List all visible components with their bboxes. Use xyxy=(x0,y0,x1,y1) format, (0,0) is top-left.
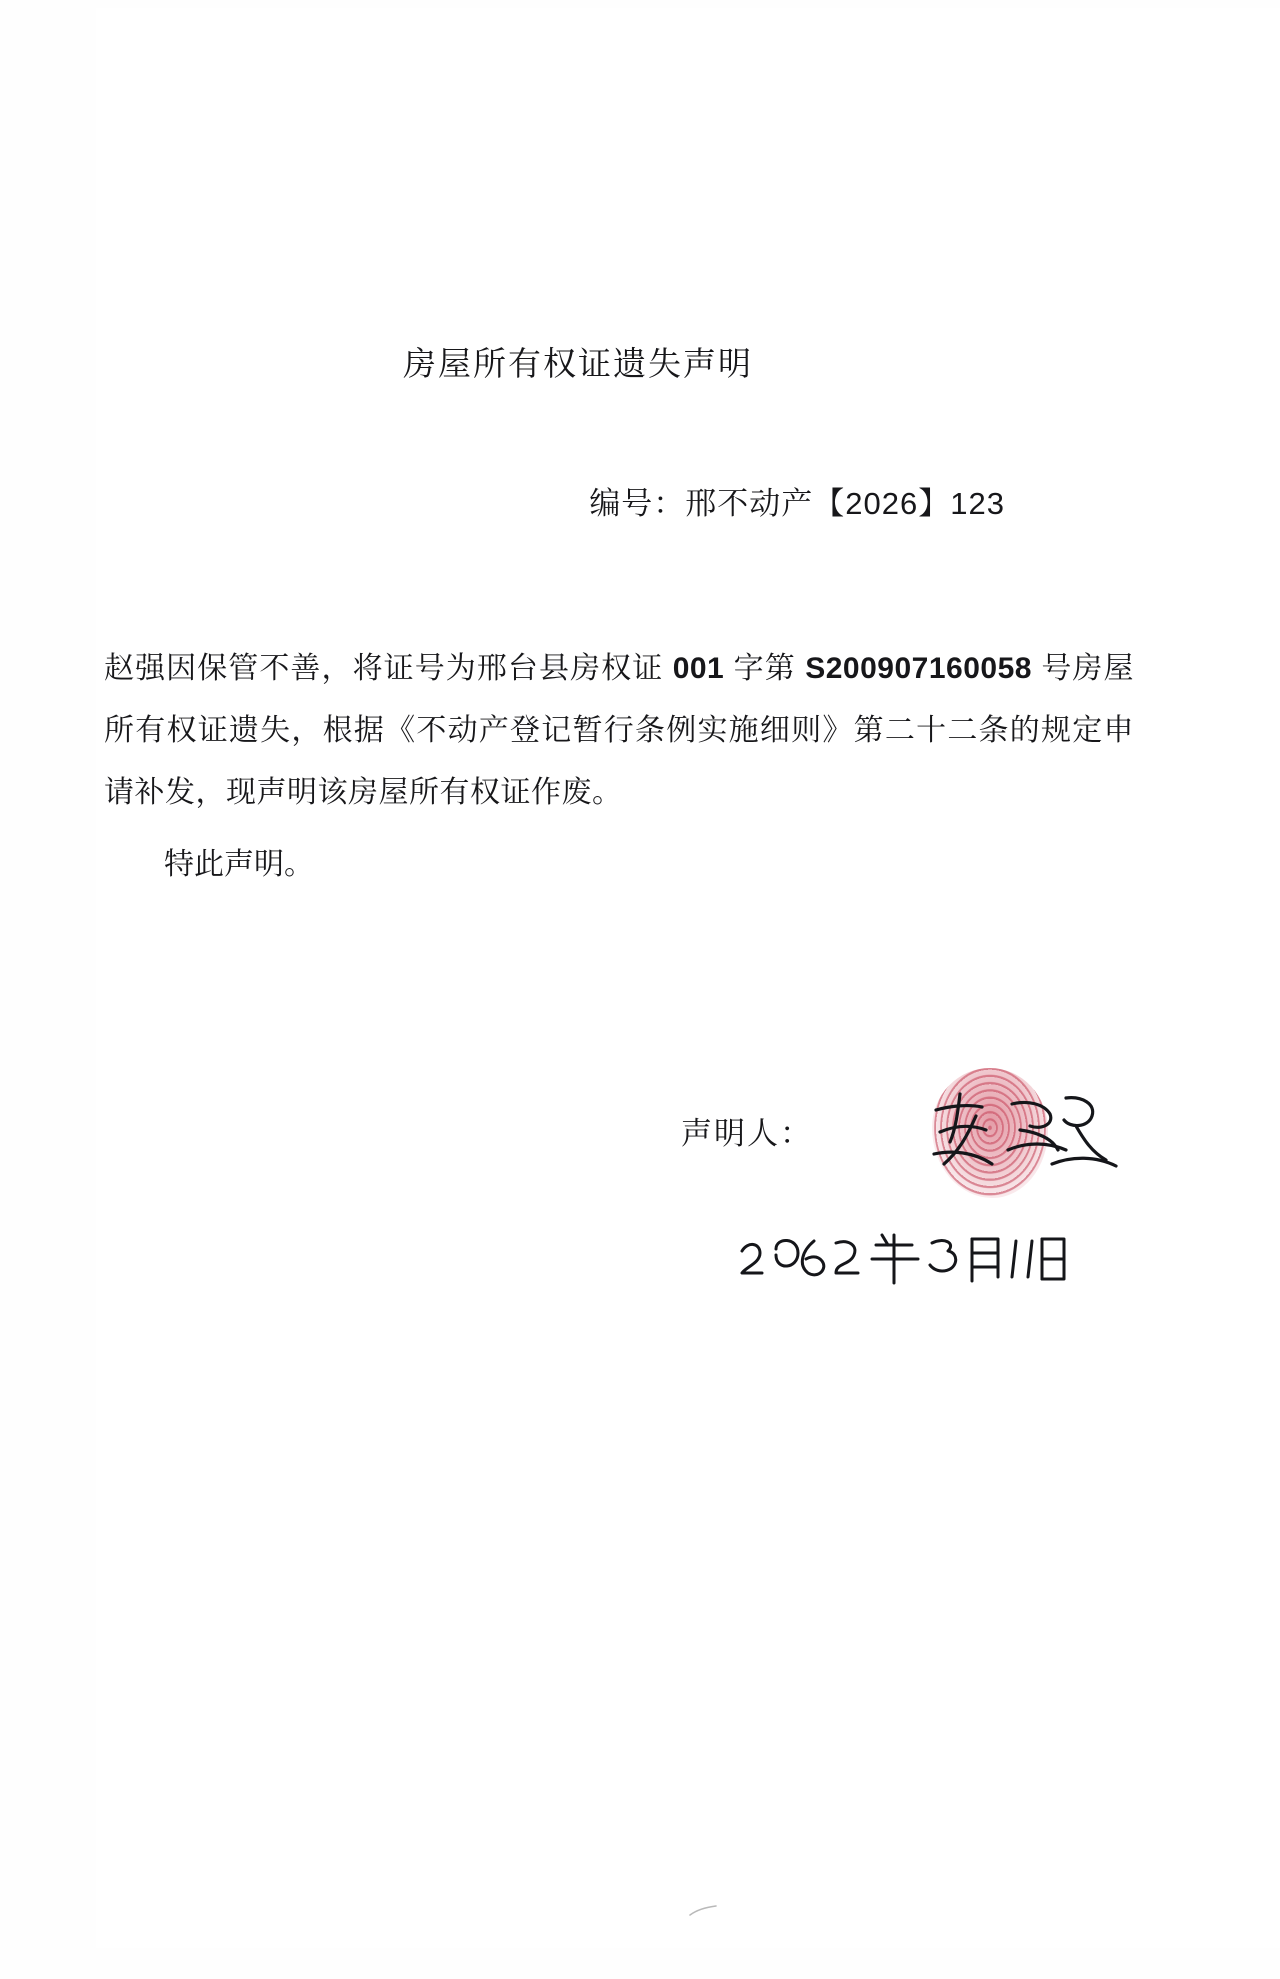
page-title: 房屋所有权证遗失声明 xyxy=(403,345,753,382)
body-segment-3: 号房屋所有权证遗失，根据《不动产登记暂行条例实施细则》第二十二条的规定申请补发，现声明该房屋所有权证作废。 xyxy=(104,652,1135,809)
paper-sheet xyxy=(96,8,1280,1948)
declaration-body xyxy=(104,638,1134,824)
closing-statement: 特此声明。 xyxy=(164,848,314,881)
certificate-序号: 001 xyxy=(672,652,725,685)
handwritten-date xyxy=(736,1223,1066,1293)
body-segment-2: 字第 xyxy=(724,652,806,685)
signer-label: 声明人： xyxy=(681,1116,813,1151)
handwritten-signature xyxy=(916,1080,1146,1190)
document-number: 编号：邢不动产【2026】123 xyxy=(589,486,1005,521)
page-bottom-mark xyxy=(688,1904,718,1918)
certificate-number: S200907160058 xyxy=(805,652,1032,685)
body-segment-1: 赵强因保管不善，将证号为邢台县房权证 xyxy=(104,652,673,685)
